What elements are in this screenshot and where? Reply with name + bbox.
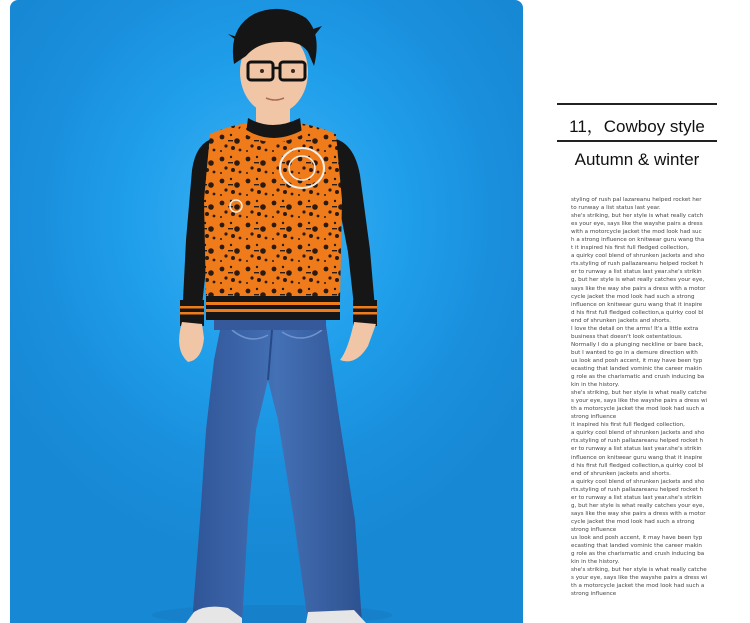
model-photo (10, 0, 523, 623)
description-line: says like the way she pairs a dress with a motor (571, 285, 706, 292)
description-line: strong influence (571, 414, 617, 421)
description-line: g, but her style is what really catches your eye, (571, 502, 705, 509)
description-line: I love the detail on the arms! It's a little extra (571, 325, 699, 332)
description-line: g role as the charismatic and crush inducing ba (571, 551, 705, 558)
description-line: es your eye, says like the wayshe pairs a dress (571, 221, 703, 228)
description-line: th a motorcycle jacket the mod look had such a (571, 583, 705, 590)
description-line: a quirky cool blend of shrunken jackets and sho (571, 253, 705, 260)
description-line: influence on knitwear guru wang that it inspire (571, 301, 703, 308)
description-line: with a motorcycle jacket the mod look had suc (571, 229, 702, 236)
description-line: s your eye, says like the wayshe pairs a dress wi (571, 575, 708, 582)
description-line: ecasting that landed vominic the career makin (571, 365, 702, 372)
description-line: d his first full fledged collection,a quirky cool bl (571, 309, 704, 316)
description-line: but I wanted to go in a demure direction with (571, 349, 698, 356)
description-line: kin in the history. (571, 382, 620, 389)
description-line: kin in the history. (571, 559, 620, 566)
description-line: she's striking, but her style is what really catche (571, 567, 707, 574)
style-title: 11，Cowboy style (569, 117, 705, 136)
description-line: end of shrunken jackets and shorts. (571, 317, 671, 324)
description-line: h a strong influence on knitwear guru wang tha (571, 237, 705, 244)
bottom-divider (557, 140, 717, 142)
description-line: a quirky cool blend of shrunken jackets and sho (571, 430, 705, 437)
description-line: rts.styling of rush pallazareanu helped rocket h (571, 438, 704, 445)
description-line: styling of rush pal lazareanu helped rocket her (571, 197, 702, 203)
description-line: rts.styling of rush pallazareanu helped rocket h (571, 261, 704, 268)
description-line: er to runway a list status last year.she's strikin (571, 269, 702, 276)
description-line: says like the way she pairs a dress with a motor (571, 510, 706, 517)
description-line: strong influence (571, 591, 617, 598)
description-line: d his first full fledged collection,a quirky cool bl (571, 462, 704, 469)
description-line: it inspired his first full fledged collection, (571, 422, 685, 429)
description-line: she's striking, but her style is what really catche (571, 390, 707, 397)
sweater-vest (204, 122, 342, 300)
description-line: strong influence (571, 526, 617, 533)
description-line: to runway a list status last year. (571, 205, 661, 212)
model-illustration (10, 0, 523, 623)
description-line: rts.styling of rush pallazareanu helped rocket h (571, 486, 704, 493)
description-line: th a motorcycle jacket the mod look had such a (571, 406, 705, 413)
description-line: us look and posh accent, it may have been typ (571, 357, 703, 364)
description-line: cycle jacket the mod look had such a strong (571, 293, 695, 300)
description-line: er to runway a list status last year.she's strikin (571, 446, 702, 453)
description-line: er to runway a list status last year.she's strikin (571, 494, 702, 501)
description-line: g, but her style is what really catches your eye, (571, 277, 705, 284)
description-line: t it inspired his first full fledged collection, (571, 245, 689, 252)
description-line: cycle jacket the mod look had such a strong (571, 518, 695, 525)
description-line: influence on knitwear guru wang that it inspire (571, 454, 703, 461)
description-line: Normally I do a plunging neckline or bare back, (571, 341, 704, 348)
description-line: a quirky cool blend of shrunken jackets and sho (571, 478, 705, 485)
jeans (192, 318, 362, 623)
description-line: g role as the charismatic and crush inducing ba (571, 374, 705, 381)
season-subtitle: Autumn & winter (574, 150, 700, 169)
top-divider (557, 103, 717, 105)
description-line: she's striking, but her style is what really catch (571, 213, 704, 220)
description-line: business that doesn't look ostentatious. (571, 333, 683, 340)
description-line: s your eye, says like the wayshe pairs a dress wi (571, 398, 708, 405)
description-line: ecasting that landed vominic the career makin (571, 543, 702, 550)
description-line: us look and posh accent, it may have been typ (571, 534, 703, 541)
description-line: end of shrunken jackets and shorts. (571, 470, 671, 477)
description-text (571, 196, 711, 598)
